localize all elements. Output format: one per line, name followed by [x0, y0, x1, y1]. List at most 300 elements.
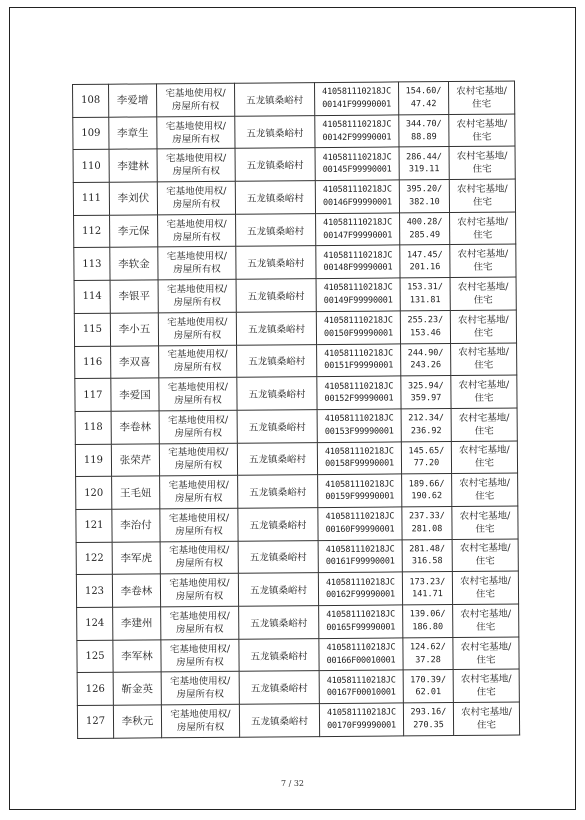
unit-code-cell	[317, 376, 401, 409]
unit-code-text: 410581110218JC	[324, 446, 394, 457]
unit-code-text: 410581110218JC	[325, 544, 395, 555]
row-number-text: 122	[84, 552, 104, 564]
row-number-text: 127	[85, 716, 106, 728]
location-cell	[236, 246, 316, 279]
owner-name-text: 李爱增	[116, 94, 149, 107]
usage-cell	[450, 212, 516, 245]
right-type-text: 房屋所有权	[174, 460, 223, 472]
area-text: 395.20/	[406, 184, 443, 195]
area-cell	[403, 605, 453, 638]
unit-code-text: 00170F99990001	[327, 720, 397, 731]
row-number-text: 118	[83, 421, 103, 434]
row-number-text: 110	[81, 160, 101, 172]
location-cell	[239, 671, 319, 704]
area-text: 270.35	[413, 720, 444, 731]
area-text: 153.31/	[407, 282, 444, 293]
location-cell	[236, 213, 316, 246]
row-number-cell	[74, 280, 110, 313]
area-text: 139.06/	[409, 609, 446, 620]
location-text: 五龙镇桑峪村	[246, 193, 304, 205]
right-type-text: 房屋所有权	[174, 394, 222, 407]
area-text: 285.49	[409, 229, 441, 240]
table-row	[75, 375, 517, 411]
unit-code-text: 00159F99990001	[325, 491, 395, 503]
right-type-cell	[161, 672, 239, 705]
right-type-text: 宅基地使用权/	[165, 120, 226, 132]
area-text: 201.16	[409, 262, 441, 273]
right-type-text: 房屋所有权	[175, 590, 224, 603]
owner-name-text: 李软金	[118, 258, 150, 271]
row-number-text: 115	[82, 323, 103, 336]
owner-name-text: 李卷林	[120, 585, 153, 598]
unit-code-cell	[316, 213, 400, 246]
right-type-text: 房屋所有权	[173, 264, 221, 276]
row-number-cell	[74, 215, 110, 248]
right-type-cell	[158, 312, 236, 345]
owner-name-cell	[109, 117, 157, 150]
usage-cell	[451, 375, 517, 408]
table-row	[76, 571, 518, 607]
right-type-text: 房屋所有权	[171, 100, 220, 113]
row-number-cell	[76, 542, 112, 575]
table-row	[74, 244, 516, 280]
usage-text: 农村宅基地/	[456, 118, 508, 130]
usage-text: 住宅	[475, 556, 495, 568]
unit-code-text: 00162F99990001	[326, 589, 395, 601]
row-number-text: 109	[81, 127, 101, 139]
row-number-cell	[75, 378, 111, 411]
table-row	[73, 81, 515, 117]
location-text: 五龙镇桑峪村	[249, 487, 307, 499]
location-cell	[239, 638, 319, 671]
owner-name-cell	[113, 607, 161, 640]
area-cell	[400, 310, 450, 343]
area-text: 47.42	[410, 98, 437, 110]
area-cell	[402, 539, 452, 572]
right-type-text: 宅基地使用权/	[166, 218, 227, 230]
unit-code-text: 410581110218JC	[323, 282, 393, 294]
owner-name-text: 李卷林	[119, 421, 151, 434]
area-cell	[401, 376, 451, 409]
row-number-cell	[77, 607, 113, 640]
unit-code-cell	[315, 147, 399, 180]
usage-text: 农村宅基地/	[456, 183, 508, 195]
usage-text: 农村宅基地/	[459, 477, 511, 490]
area-text: 281.08	[411, 523, 443, 535]
location-cell	[239, 606, 319, 639]
unit-code-text: 00145F99990001	[322, 164, 392, 176]
area-text: 147.45/	[406, 249, 443, 261]
row-number-cell	[77, 640, 113, 673]
table-row	[77, 604, 519, 640]
owner-name-cell	[113, 672, 161, 705]
usage-cell	[453, 604, 519, 637]
right-type-cell	[159, 410, 237, 443]
owner-name-text: 李双喜	[118, 356, 151, 369]
right-type-text: 宅基地使用权/	[169, 643, 231, 655]
location-cell	[237, 409, 317, 442]
location-text: 五龙镇桑峪村	[248, 356, 306, 368]
area-text: 77.20	[413, 458, 440, 469]
unit-code-cell	[315, 180, 399, 213]
unit-code-cell	[319, 670, 403, 703]
page-number: 7 / 32	[280, 779, 305, 788]
usage-cell	[452, 571, 518, 604]
unit-code-cell	[318, 540, 402, 573]
owner-name-text: 李刘伏	[117, 192, 150, 206]
usage-text: 住宅	[473, 294, 493, 306]
owner-name-cell	[111, 443, 159, 476]
unit-code-cell	[316, 278, 400, 311]
owner-name-text: 李小五	[118, 323, 151, 336]
owner-name-text: 李军虎	[120, 552, 153, 565]
row-number-cell	[75, 411, 111, 444]
area-text: 316.58	[411, 556, 443, 567]
row-number-cell	[76, 575, 112, 608]
usage-text: 住宅	[473, 261, 493, 274]
unit-code-text: 00141F99990001	[322, 99, 392, 110]
registration-table	[72, 81, 520, 739]
right-type-cell	[160, 475, 238, 508]
area-cell	[400, 212, 450, 245]
usage-text: 农村宅基地/	[457, 314, 509, 326]
owner-name-text: 王毛妞	[119, 486, 152, 500]
row-number-cell	[73, 150, 109, 183]
owner-name-text: 李秋元	[121, 715, 154, 729]
row-number-cell	[73, 117, 109, 150]
unit-code-text: 410581110218JC	[322, 184, 392, 196]
location-text: 五龙镇桑峪村	[247, 323, 305, 336]
usage-text: 农村宅基地/	[456, 150, 508, 163]
usage-text: 住宅	[476, 719, 497, 731]
right-type-text: 宅基地使用权/	[170, 675, 231, 688]
usage-text: 农村宅基地/	[457, 216, 508, 228]
usage-cell	[451, 343, 517, 376]
usage-text: 住宅	[472, 163, 492, 176]
location-text: 五龙镇桑峪村	[248, 421, 306, 434]
usage-text: 农村宅基地/	[461, 706, 512, 718]
usage-cell	[449, 114, 515, 147]
usage-cell	[450, 277, 516, 310]
location-text: 五龙镇桑峪村	[250, 650, 308, 663]
right-type-text: 宅基地使用权/	[169, 545, 230, 557]
area-text: 189.66/	[408, 478, 445, 489]
area-cell	[399, 180, 449, 213]
area-text: 344.70/	[405, 119, 442, 130]
usage-text: 住宅	[475, 523, 495, 535]
table-row	[77, 702, 519, 738]
location-text: 五龙镇桑峪村	[249, 519, 307, 532]
area-text: 124.62/	[409, 642, 446, 653]
unit-code-cell	[319, 638, 403, 671]
row-number-cell	[75, 444, 111, 477]
usage-text: 农村宅基地/	[457, 248, 509, 261]
right-type-text: 宅基地使用权/	[168, 479, 229, 492]
unit-code-cell	[317, 441, 401, 474]
row-number-text: 124	[85, 618, 105, 630]
location-cell	[236, 311, 316, 344]
area-text: 153.46	[410, 327, 441, 339]
row-number-text: 111	[81, 193, 101, 205]
row-number-cell	[74, 313, 110, 346]
area-text: 154.60/	[405, 86, 442, 97]
right-type-text: 宅基地使用权/	[169, 577, 230, 590]
usage-text: 住宅	[476, 654, 496, 666]
area-cell	[403, 703, 453, 736]
owner-name-cell	[112, 541, 160, 574]
area-cell	[400, 278, 450, 311]
unit-code-text: 00142F99990001	[322, 132, 392, 143]
owner-name-cell	[109, 182, 157, 215]
usage-cell	[450, 310, 516, 343]
row-number-text: 113	[82, 258, 102, 270]
location-text: 五龙镇桑峪村	[246, 160, 304, 172]
area-cell	[399, 114, 449, 147]
location-cell	[234, 83, 314, 116]
usage-cell	[453, 669, 519, 702]
table-row	[76, 539, 518, 575]
right-type-cell	[158, 247, 236, 280]
right-type-text: 房屋所有权	[175, 623, 224, 636]
right-type-text: 房屋所有权	[176, 721, 225, 734]
unit-code-text: 410581110218JC	[323, 217, 393, 229]
owner-name-text: 李元保	[117, 225, 150, 238]
location-cell	[239, 704, 319, 737]
usage-cell	[451, 408, 517, 441]
unit-code-text: 410581110218JC	[325, 577, 395, 588]
usage-cell	[451, 441, 517, 474]
table-row	[76, 506, 518, 542]
right-type-cell	[159, 443, 237, 476]
usage-cell	[452, 506, 518, 539]
unit-code-text: 410581110218JC	[322, 119, 392, 131]
location-text: 五龙镇桑峪村	[248, 389, 306, 401]
location-cell	[238, 540, 318, 573]
right-type-text: 宅基地使用权/	[165, 87, 226, 100]
usage-cell	[452, 539, 518, 572]
usage-cell	[449, 146, 515, 179]
unit-code-cell	[316, 245, 400, 278]
area-text: 131.81	[409, 295, 441, 306]
usage-cell	[448, 81, 514, 114]
area-text: 88.89	[411, 131, 437, 142]
area-text: 281.48/	[409, 544, 446, 555]
area-text: 141.71	[412, 589, 443, 600]
right-type-text: 宅基地使用权/	[167, 381, 229, 394]
right-type-text: 房屋所有权	[176, 656, 224, 668]
location-text: 五龙镇桑峪村	[246, 95, 304, 107]
row-number-text: 121	[84, 520, 104, 532]
unit-code-text: 00150F99990001	[323, 328, 393, 339]
right-type-text: 房屋所有权	[173, 329, 222, 341]
right-type-text: 宅基地使用权/	[168, 447, 229, 459]
location-text: 五龙镇桑峪村	[250, 618, 308, 630]
usage-cell	[452, 473, 518, 506]
right-type-text: 宅基地使用权/	[166, 185, 227, 198]
area-text: 359.97	[410, 393, 442, 404]
table-row	[77, 637, 519, 673]
table-row	[75, 343, 517, 379]
right-type-cell	[158, 279, 236, 312]
area-cell	[398, 82, 448, 115]
usage-text: 住宅	[476, 686, 496, 699]
right-type-text: 房屋所有权	[176, 689, 225, 701]
area-cell	[401, 343, 451, 376]
owner-name-cell	[111, 411, 159, 444]
right-type-text: 房屋所有权	[172, 166, 220, 178]
unit-code-text: 00158F99990001	[325, 458, 394, 470]
location-cell	[235, 148, 315, 181]
row-number-cell	[75, 346, 111, 379]
owner-name-text: 李建林	[117, 160, 149, 173]
unit-code-text: 00160F99990001	[325, 524, 395, 535]
location-cell	[235, 115, 315, 148]
area-text: 286.44/	[406, 151, 443, 163]
area-cell	[402, 474, 452, 507]
owner-name-cell	[110, 313, 158, 346]
row-number-text: 108	[81, 95, 101, 107]
unit-code-text: 00166F00010001	[326, 655, 396, 666]
unit-code-cell	[315, 115, 399, 148]
usage-text: 住宅	[472, 196, 492, 208]
right-type-cell	[160, 574, 238, 607]
unit-code-cell	[317, 343, 401, 376]
unit-code-text: 00165F99990001	[326, 622, 396, 633]
unit-code-text: 00152F99990001	[324, 393, 394, 405]
location-text: 五龙镇桑峪村	[250, 716, 309, 728]
unit-code-text: 00147F99990001	[323, 230, 393, 241]
area-text: 37.28	[415, 654, 441, 665]
unit-code-text: 410581110218JC	[322, 86, 392, 98]
usage-text: 住宅	[475, 490, 495, 502]
right-type-text: 房屋所有权	[173, 296, 222, 309]
usage-text: 农村宅基地/	[460, 673, 512, 686]
area-text: 212.34/	[408, 413, 445, 424]
owner-name-cell	[109, 84, 157, 117]
location-cell	[238, 508, 318, 541]
owner-name-cell	[113, 640, 161, 673]
unit-code-cell	[318, 572, 402, 605]
area-text: 400.28/	[406, 217, 443, 228]
area-text: 173.23/	[409, 576, 446, 588]
table-body	[73, 81, 520, 738]
row-number-text: 125	[85, 650, 105, 662]
right-type-cell	[157, 116, 235, 149]
right-type-text: 房屋所有权	[172, 133, 220, 145]
area-text: 186.80	[412, 621, 444, 633]
unit-code-text: 410581110218JC	[323, 315, 393, 327]
table-row	[75, 408, 517, 444]
area-cell	[399, 147, 449, 180]
owner-name-text: 张荣芹	[119, 454, 152, 467]
area-cell	[401, 441, 451, 474]
area-cell	[403, 670, 453, 703]
area-cell	[403, 637, 453, 670]
usage-text: 住宅	[474, 458, 495, 470]
right-type-text: 宅基地使用权/	[169, 610, 230, 623]
unit-code-text: 00151F99990001	[324, 360, 394, 372]
row-number-text: 117	[83, 389, 103, 401]
right-type-text: 宅基地使用权/	[170, 708, 231, 721]
owner-name-cell	[110, 247, 158, 280]
owner-name-cell	[110, 215, 158, 248]
area-text: 190.62	[411, 491, 443, 502]
row-number-text: 114	[82, 291, 102, 303]
usage-cell	[449, 179, 515, 212]
right-type-text: 房屋所有权	[174, 427, 223, 439]
location-text: 五龙镇桑峪村	[247, 225, 305, 238]
usage-text: 农村宅基地/	[457, 281, 509, 293]
right-type-cell	[159, 345, 237, 378]
unit-code-text: 00153F99990001	[324, 426, 394, 437]
usage-text: 住宅	[473, 229, 493, 241]
unit-code-text: 410581110218JC	[324, 381, 394, 392]
unit-code-cell	[319, 605, 403, 638]
usage-text: 住宅	[476, 621, 496, 633]
location-cell	[236, 279, 316, 312]
row-number-text: 123	[84, 585, 105, 597]
table-row	[74, 277, 516, 313]
right-type-text: 房屋所有权	[173, 362, 222, 374]
usage-text: 农村宅基地/	[459, 543, 511, 555]
location-text: 五龙镇桑峪村	[249, 552, 307, 565]
usage-text: 住宅	[474, 392, 494, 404]
usage-text: 住宅	[473, 327, 494, 339]
unit-code-text: 410581110218JC	[326, 642, 396, 654]
right-type-text: 宅基地使用权/	[168, 512, 230, 525]
owner-name-cell	[113, 705, 161, 738]
right-type-cell	[159, 377, 237, 410]
right-type-text: 房屋所有权	[175, 525, 223, 537]
unit-code-cell	[318, 474, 402, 507]
unit-code-cell	[314, 82, 398, 115]
area-text: 62.01	[415, 687, 442, 698]
usage-text: 住宅	[475, 588, 496, 600]
right-type-text: 房屋所有权	[175, 558, 224, 570]
unit-code-text: 410581110218JC	[324, 413, 394, 425]
location-cell	[237, 377, 317, 410]
owner-name-cell	[112, 476, 160, 509]
row-number-cell	[76, 509, 112, 542]
right-type-cell	[161, 639, 239, 672]
area-text: 382.10	[409, 197, 440, 208]
owner-name-cell	[112, 509, 160, 542]
right-type-cell	[157, 149, 235, 182]
usage-text: 农村宅基地/	[460, 608, 512, 620]
right-type-cell	[157, 83, 235, 116]
right-type-text: 宅基地使用权/	[166, 251, 227, 263]
right-type-text: 宅基地使用权/	[167, 349, 228, 361]
row-number-cell	[74, 248, 110, 281]
row-number-cell	[76, 476, 112, 509]
right-type-text: 宅基地使用权/	[165, 153, 227, 165]
row-number-text: 119	[83, 454, 104, 466]
usage-text: 农村宅基地/	[458, 444, 510, 457]
unit-code-text: 410581110218JC	[326, 609, 396, 621]
table-row	[73, 114, 515, 150]
unit-code-cell	[318, 507, 402, 540]
owner-name-cell	[111, 378, 159, 411]
right-type-cell	[160, 541, 238, 574]
usage-text: 农村宅基地/	[458, 379, 510, 392]
row-number-cell	[73, 84, 109, 117]
right-type-cell	[161, 606, 239, 639]
area-text: 244.90/	[407, 347, 444, 359]
area-cell	[401, 408, 451, 441]
owner-name-cell	[110, 280, 158, 313]
area-text: 170.39/	[410, 674, 447, 686]
location-text: 五龙镇桑峪村	[247, 291, 305, 303]
